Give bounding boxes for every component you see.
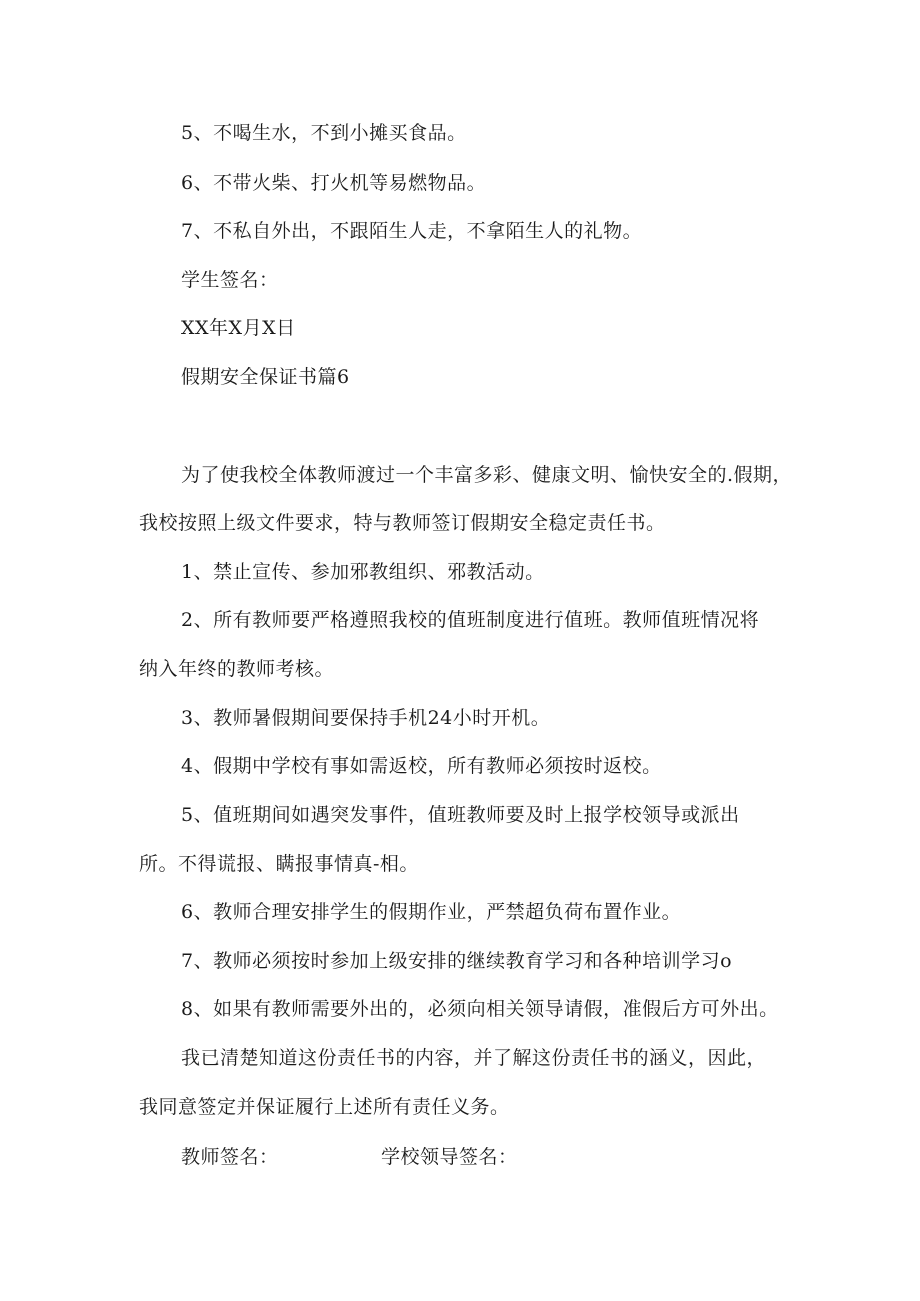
teacher-rule-3: 3、教师暑假期间要保持手机24小时开机。 [181, 707, 551, 729]
teacher-rule-1: 1、禁止宣传、参加邪教组织、邪教活动。 [181, 561, 545, 583]
teacher-rule-5-line-2: 所。不得谎报、瞒报事情真-相。 [139, 853, 419, 875]
teacher-rule-2-line-2: 纳入年终的教师考核。 [139, 658, 335, 680]
signature-row [181, 1145, 701, 1169]
student-signature-label: 学生签名： [181, 269, 279, 291]
teacher-rule-4: 4、假期中学校有事如需返校，所有教师必须按时返校。 [181, 755, 662, 777]
section-title: 假期安全保证书篇6 [181, 366, 350, 388]
teacher-signature-label: 教师签名： [181, 1146, 279, 1168]
intro-paragraph-line-2: 我校按照上级文件要求，特与教师签订假期安全稳定责任书。 [139, 512, 666, 534]
student-rule-7: 7、不私自外出，不跟陌生人走，不拿陌生人的礼物。 [181, 220, 643, 242]
teacher-rule-2-line-1: 2、所有教师要严格遵照我校的值班制度进行值班。教师值班情况将 [181, 609, 760, 631]
teacher-rule-8: 8、如果有教师需要外出的，必须向相关领导请假，准假后方可外出。 [181, 998, 779, 1020]
teacher-rule-6: 6、教师合理安排学生的假期作业，严禁超负荷布置作业。 [181, 901, 682, 923]
signature-date: XX年X月X日 [181, 317, 296, 339]
leader-signature-label: 学校领导签名： [381, 1146, 518, 1168]
teacher-rule-5-line-1: 5、值班期间如遇突发事件，值班教师要及时上报学校领导或派出 [181, 804, 740, 826]
closing-paragraph-line-1: 我已清楚知道这份责任书的内容，并了解这份责任书的涵义，因此， [181, 1047, 767, 1069]
student-rule-6: 6、不带火柴、打火机等易燃物品。 [181, 172, 487, 194]
teacher-rule-7: 7、教师必须按时参加上级安排的继续教育学习和各种培训学习o [181, 950, 733, 972]
student-rule-5: 5、不喝生水，不到小摊买食品。 [181, 122, 467, 144]
closing-paragraph-line-2: 我同意签定并保证履行上述所有责任义务。 [139, 1096, 510, 1118]
intro-paragraph-line-1: 为了使我校全体教师渡过一个丰富多彩、健康文明、愉快安全的.假期， [181, 464, 793, 486]
